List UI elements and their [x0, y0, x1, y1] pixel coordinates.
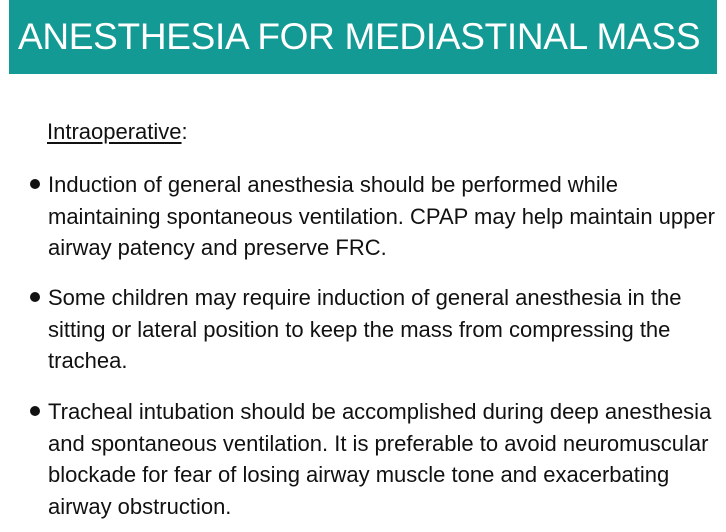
- slide-title-bar: [9, 0, 717, 74]
- bullet-dot-icon: [30, 179, 40, 189]
- bullet-dot-icon: [30, 292, 40, 302]
- bullet-dot-icon: [30, 406, 40, 416]
- bullet-item: [30, 282, 720, 377]
- bullet-item: [30, 169, 720, 264]
- section-heading: [47, 118, 188, 146]
- section-heading-colon: :: [181, 119, 188, 144]
- bullet-item: [30, 396, 720, 522]
- slide-title: ANESTHESIA FOR MEDIASTINAL MASS: [18, 16, 701, 57]
- section-heading-text: Intraoperative: [47, 119, 182, 144]
- bullet-text: Induction of general anesthesia should be performed while maintaining spontaneous ventilation. CPAP may help maintain upper airway patency and preserve FRC.: [48, 172, 715, 260]
- bullet-text: Some children may require induction of general anesthesia in the sitting or lateral position to keep the mass from compressing the trachea.: [48, 285, 682, 373]
- bullet-text: Tracheal intubation should be accomplished during deep anesthesia and spontaneous ventilation. It is preferable to avoid neuromuscular blockade for fear of losing airway muscle tone and exacerbating airway obstruction.: [48, 399, 712, 519]
